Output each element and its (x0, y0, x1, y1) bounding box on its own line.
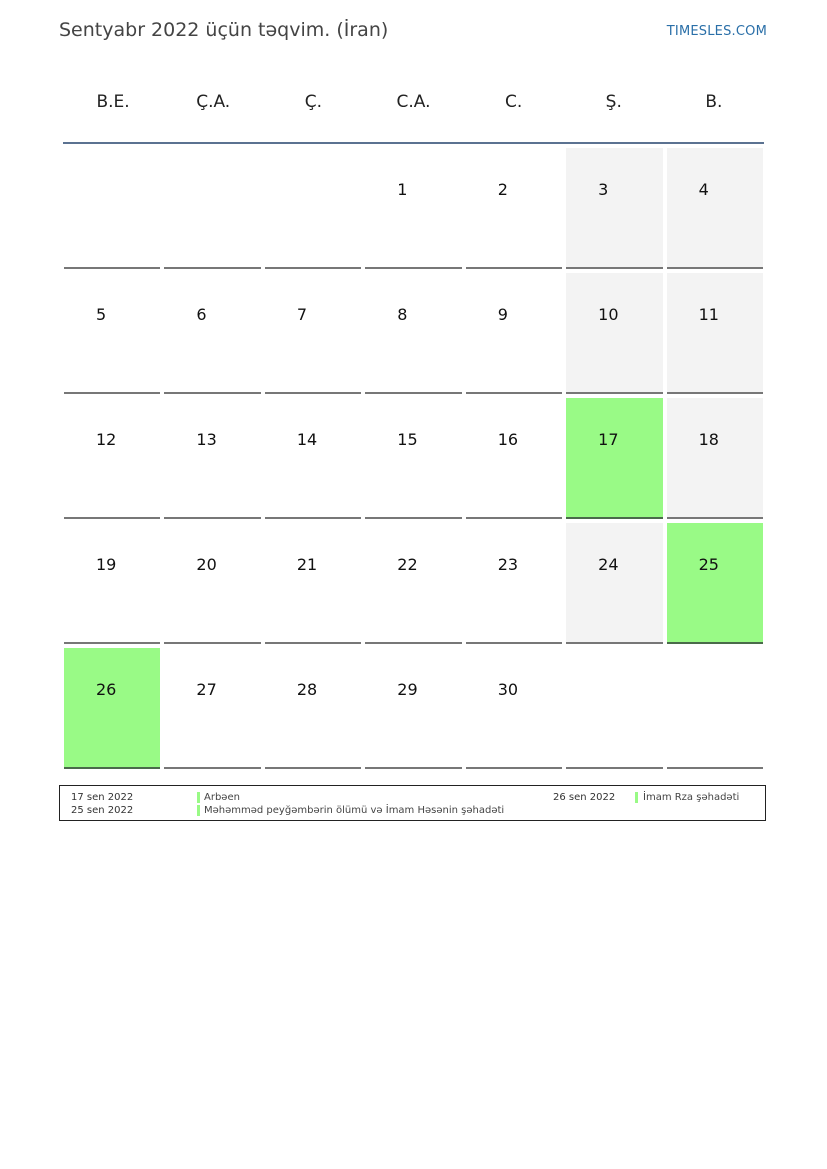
day-number: 26 (96, 680, 117, 699)
day-cell[interactable] (667, 523, 763, 644)
legend-date: 17 sen 2022 (71, 792, 134, 803)
day-number: 18 (698, 430, 719, 449)
page-title: Sentyabr 2022 üçün təqvim. (İran) (59, 19, 389, 41)
day-number: 11 (698, 305, 719, 324)
day-number: 17 (598, 430, 619, 449)
day-number: 24 (598, 555, 619, 574)
legend-color-bar (197, 792, 200, 803)
day-cell[interactable] (64, 398, 160, 519)
day-cell[interactable] (164, 648, 260, 769)
day-cell[interactable] (265, 398, 361, 519)
day-cell[interactable] (64, 648, 160, 769)
day-number: 22 (397, 555, 418, 574)
day-cell[interactable] (365, 398, 461, 519)
empty-day-cell (566, 648, 662, 769)
weekday-label: Ş. (605, 92, 622, 112)
weekday-label: C.A. (396, 92, 431, 112)
site-link[interactable]: TIMESLES.COM (666, 24, 767, 39)
day-cell[interactable] (566, 398, 662, 519)
day-number: 10 (598, 305, 619, 324)
day-number: 5 (96, 305, 107, 324)
legend-name: Arbəen (204, 792, 240, 803)
day-number: 19 (96, 555, 117, 574)
day-cell[interactable] (365, 648, 461, 769)
day-cell[interactable] (265, 648, 361, 769)
day-number: 3 (598, 180, 609, 199)
empty-day-cell (64, 148, 160, 269)
day-cell[interactable] (466, 148, 562, 269)
day-number: 28 (296, 680, 318, 699)
calendar-grid (62, 148, 765, 773)
day-cell[interactable] (164, 523, 260, 644)
day-cell[interactable] (566, 148, 662, 269)
day-cell[interactable] (566, 273, 662, 394)
day-cell[interactable] (164, 273, 260, 394)
legend-date: 26 sen 2022 (553, 792, 616, 803)
day-cell[interactable] (265, 523, 361, 644)
legend-color-bar (197, 805, 200, 816)
day-number: 23 (497, 555, 519, 574)
day-number: 14 (296, 430, 318, 449)
day-number: 1 (397, 180, 408, 199)
day-number: 21 (296, 555, 318, 574)
holiday-legend (59, 785, 766, 821)
day-number: 27 (196, 680, 217, 699)
empty-day-cell (265, 148, 361, 269)
weekday-label: B.E. (96, 92, 130, 112)
empty-day-cell (667, 648, 763, 769)
day-cell[interactable] (566, 523, 662, 644)
day-cell[interactable] (466, 523, 562, 644)
legend-name: İmam Rza şəhadəti (643, 792, 740, 803)
empty-day-cell (164, 148, 260, 269)
day-cell[interactable] (365, 523, 461, 644)
day-number: 8 (397, 305, 408, 324)
day-number: 12 (96, 430, 117, 449)
day-cell[interactable] (466, 648, 562, 769)
weekday-label: Ç.A. (196, 92, 231, 112)
legend-date: 25 sen 2022 (71, 805, 134, 816)
calendar (62, 78, 765, 773)
day-cell[interactable] (466, 273, 562, 394)
day-number: 20 (196, 555, 217, 574)
day-number: 13 (196, 430, 217, 449)
day-cell[interactable] (64, 273, 160, 394)
day-number: 15 (397, 430, 418, 449)
legend-name: Məhəmməd peyğəmbərin ölümü və İmam Həsənin şəhadəti (204, 805, 505, 816)
day-cell[interactable] (64, 523, 160, 644)
day-number: 6 (196, 305, 207, 324)
day-cell[interactable] (466, 398, 562, 519)
day-number: 25 (698, 555, 719, 574)
legend-color-bar (635, 792, 638, 803)
day-number: 7 (296, 305, 308, 324)
day-number: 29 (397, 680, 418, 699)
day-number: 30 (497, 680, 519, 699)
day-number: 2 (497, 180, 508, 199)
day-number: 4 (698, 180, 709, 199)
day-number: 9 (497, 305, 508, 324)
day-cell[interactable] (667, 398, 763, 519)
day-number: 16 (497, 430, 519, 449)
day-cell[interactable] (164, 398, 260, 519)
day-cell[interactable] (265, 273, 361, 394)
day-cell[interactable] (365, 148, 461, 269)
weekday-label: C. (504, 92, 523, 112)
weekday-label: B. (705, 92, 723, 112)
day-cell[interactable] (667, 148, 763, 269)
day-cell[interactable] (365, 273, 461, 394)
weekday-label: Ç. (304, 92, 322, 112)
day-cell[interactable] (667, 273, 763, 394)
weekday-header-row (63, 78, 764, 144)
